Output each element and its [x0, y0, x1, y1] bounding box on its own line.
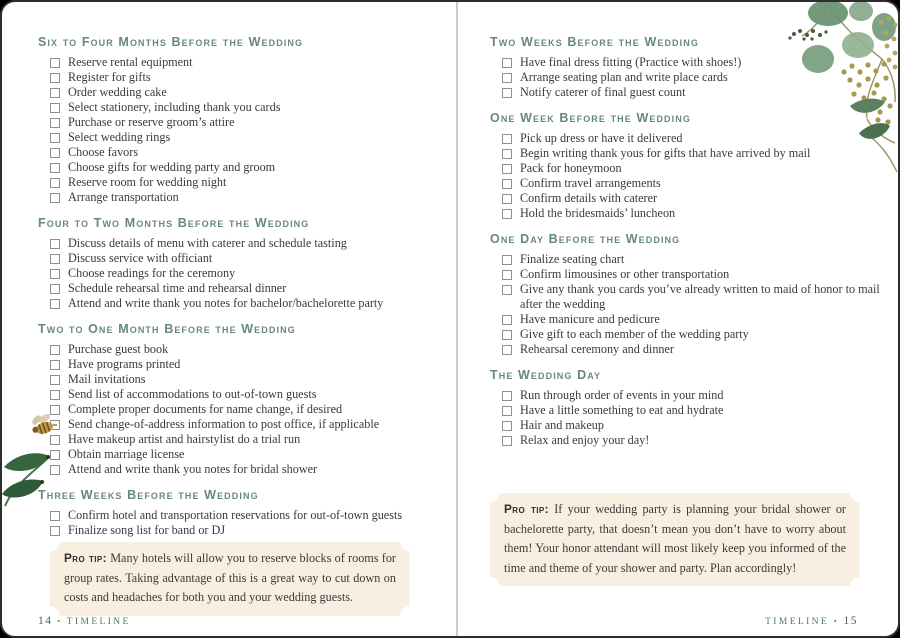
checklist-item: [38, 447, 434, 462]
checkbox[interactable]: [502, 73, 512, 83]
checklist-item: [38, 175, 434, 190]
checklist-item: [38, 523, 434, 538]
checklist-item: [38, 55, 434, 70]
checkbox[interactable]: [502, 134, 512, 144]
checklist-item-label: Have programs printed: [68, 357, 181, 371]
page-footer: [765, 615, 858, 627]
checklist-item-label: Schedule rehearsal time and rehearsal dinner: [68, 281, 287, 295]
footer-separator-dot: •: [57, 617, 63, 626]
section-heading: Six to Four Months Before the Wedding: [38, 35, 304, 49]
checklist-item: [490, 342, 888, 357]
checkbox[interactable]: [502, 315, 512, 325]
checklist-item-label: Send change-of-address information to post office, if applicable: [68, 417, 380, 431]
pro-tip-text: If your wedding party is planning your bridal shower or bachelorette party, that doesn’t mean you don’t have to worry about them! Your honor attendant will most likely keep you informed of the time and theme of your shower and party. Plan accordingly!: [504, 502, 846, 575]
checkbox[interactable]: [50, 375, 60, 385]
checklist: [38, 508, 434, 538]
checklist-item-label: Choose readings for the ceremony: [68, 266, 236, 280]
checklist-item: [490, 176, 888, 191]
checklist-item: [490, 206, 888, 221]
checkbox[interactable]: [50, 239, 60, 249]
checklist-item: [38, 236, 434, 251]
checklist-item: [38, 387, 434, 402]
checkbox[interactable]: [50, 58, 60, 68]
checkbox[interactable]: [50, 178, 60, 188]
checklist-item-label: Confirm hotel and transportation reservations for out-of-town guests: [68, 508, 403, 522]
checklist-item-label: Send list of accommodations to out-of-town guests: [68, 387, 317, 401]
checkbox[interactable]: [50, 88, 60, 98]
checklist: [38, 342, 434, 477]
checkbox[interactable]: [502, 270, 512, 280]
checkbox[interactable]: [50, 269, 60, 279]
checkbox[interactable]: [50, 511, 60, 521]
checklist-item-label: Arrange seating plan and write place cards: [520, 70, 728, 84]
green-leaves-icon: [2, 453, 50, 506]
checklist-section: [38, 323, 434, 477]
left-page-sections: [38, 36, 434, 538]
checklist-item: [490, 312, 888, 327]
checkbox[interactable]: [502, 255, 512, 265]
checklist-item-label: Pack for honeymoon: [520, 161, 622, 175]
checklist-item-label: Attend and write thank you notes for bachelor/bachelorette party: [68, 296, 384, 310]
checklist-item: [490, 403, 888, 418]
checkbox[interactable]: [502, 209, 512, 219]
checklist-item: [38, 462, 434, 477]
checkbox[interactable]: [50, 103, 60, 113]
checklist-item: [490, 252, 888, 267]
checklist-item-label: Relax and enjoy your day!: [520, 433, 650, 447]
checklist-item-label: Select wedding rings: [68, 130, 171, 144]
checkbox[interactable]: [502, 406, 512, 416]
checklist-item: [38, 508, 434, 523]
checklist-item-label: Finalize seating chart: [520, 252, 625, 266]
checklist-item: [38, 372, 434, 387]
bee-icon: [28, 409, 58, 437]
checklist-item: [38, 342, 434, 357]
checklist-item-label: Mail invitations: [68, 372, 146, 386]
checklist-item-label: Notify caterer of final guest count: [520, 85, 686, 99]
section-heading: Three Weeks Before the Wedding: [38, 488, 259, 502]
checklist-item: [38, 160, 434, 175]
checkbox[interactable]: [50, 254, 60, 264]
checklist-item: [38, 100, 434, 115]
checklist-section: [490, 233, 888, 357]
checklist-item-label: Give any thank you cards you’ve already written to maid of honor to mail after the wedding: [520, 282, 880, 311]
section-heading: One Week Before the Wedding: [490, 111, 691, 125]
checklist-item-label: Finalize song list for band or DJ: [68, 523, 226, 537]
pointed-leaves: [850, 99, 890, 139]
section-heading: Four to Two Months Before the Wedding: [38, 216, 310, 230]
checkbox[interactable]: [502, 421, 512, 431]
checklist-item-label: Run through order of events in your mind: [520, 388, 724, 402]
checklist-item: [38, 296, 434, 311]
checklist-item-label: Choose gifts for wedding party and groom: [68, 160, 276, 174]
checklist-item-label: Confirm limousines or other transportation: [520, 267, 730, 281]
checklist-item: [38, 402, 434, 417]
checklist-item-label: Complete proper documents for name change, if desired: [68, 402, 343, 416]
checkbox[interactable]: [502, 330, 512, 340]
checklist-item-label: Confirm travel arrangements: [520, 176, 661, 190]
running-head-label: TIMELINE: [765, 617, 830, 627]
checklist-item: [38, 266, 434, 281]
checkbox[interactable]: [502, 436, 512, 446]
pro-tip-text: Many hotels will allow you to reserve blocks of rooms for group rates. Taking advantage of this is a great way to cut down on costs and headaches for both you and your wedding guests.: [64, 551, 396, 604]
checklist-item: [38, 70, 434, 85]
checkbox[interactable]: [502, 164, 512, 174]
checklist-section: [38, 489, 434, 538]
checkbox[interactable]: [502, 179, 512, 189]
checkbox[interactable]: [502, 149, 512, 159]
checklist-item: [38, 85, 434, 100]
dark-seed-cluster: [788, 29, 827, 41]
checklist-item-label: Hold the bridesmaids’ luncheon: [520, 206, 676, 220]
checkbox[interactable]: [502, 285, 512, 295]
checklist-item: [490, 267, 888, 282]
checklist: [490, 388, 888, 448]
checkbox[interactable]: [50, 526, 60, 536]
checklist-item: [490, 191, 888, 206]
checklist-item-label: Register for gifts: [68, 70, 151, 84]
checklist-item-label: Purchase guest book: [68, 342, 169, 356]
checkbox[interactable]: [502, 194, 512, 204]
checklist-item: [38, 115, 434, 130]
pro-tip-label: Pro tip:: [504, 502, 549, 516]
checklist-item: [38, 145, 434, 160]
page-footer: [38, 615, 131, 627]
checkbox[interactable]: [50, 284, 60, 294]
checkbox[interactable]: [502, 345, 512, 355]
checkbox[interactable]: [50, 118, 60, 128]
checklist-item: [490, 418, 888, 433]
checklist-item-label: Purchase or reserve groom’s attire: [68, 115, 235, 129]
checklist-item-label: Give gift to each member of the wedding party: [520, 327, 749, 341]
checklist-item: [490, 327, 888, 342]
checklist-item: [38, 251, 434, 266]
checklist-item: [38, 190, 434, 205]
running-head-label: TIMELINE: [66, 617, 131, 627]
checklist-item-label: Have final dress fitting (Practice with shoes!): [520, 55, 742, 69]
checkbox[interactable]: [50, 193, 60, 203]
checklist-section: [490, 369, 888, 448]
section-heading: One Day Before the Wedding: [490, 232, 681, 246]
checkbox[interactable]: [50, 360, 60, 370]
checkbox[interactable]: [50, 390, 60, 400]
checkbox[interactable]: [50, 148, 60, 158]
checklist: [38, 55, 434, 205]
pro-tip-label: Pro tip:: [64, 551, 107, 565]
checklist: [38, 236, 434, 311]
checkbox[interactable]: [50, 73, 60, 83]
checklist-item-label: Select stationery, including thank you cards: [68, 100, 281, 114]
page-number: 14: [38, 615, 53, 627]
section-heading: Two Weeks Before the Wedding: [490, 35, 699, 49]
checkbox[interactable]: [50, 133, 60, 143]
section-heading: Two to One Month Before the Wedding: [38, 322, 296, 336]
checkbox[interactable]: [502, 391, 512, 401]
pro-tip-box: [490, 493, 860, 586]
checklist-item-label: Discuss details of menu with caterer and schedule tasting: [68, 236, 347, 250]
round-leaves: [802, 2, 896, 73]
checklist-item: [38, 130, 434, 145]
checklist-section: [38, 36, 434, 205]
checklist-item-label: Confirm details with caterer: [520, 191, 658, 205]
checkbox[interactable]: [50, 345, 60, 355]
checkbox[interactable]: [50, 163, 60, 173]
checkbox[interactable]: [502, 88, 512, 98]
checklist-item: [38, 281, 434, 296]
section-heading: The Wedding Day: [490, 368, 602, 382]
footer-separator-dot: •: [833, 617, 839, 626]
eucalyptus-greenery-icon: [782, 2, 898, 174]
page-number: 15: [843, 615, 858, 627]
checklist-section: [38, 217, 434, 311]
checklist-item: [38, 417, 434, 432]
checklist-item-label: Arrange transportation: [68, 190, 179, 204]
checklist-item-label: Obtain marriage license: [68, 447, 185, 461]
checklist-item-label: Have a little something to eat and hydrate: [520, 403, 724, 417]
checklist-item: [38, 357, 434, 372]
checklist-item-label: Choose favors: [68, 145, 139, 159]
checklist-item-label: Pick up dress or have it delivered: [520, 131, 683, 145]
checklist-item-label: Hair and makeup: [520, 418, 604, 432]
checklist-item-label: Begin writing thank yous for gifts that have arrived by mail: [520, 146, 811, 160]
checklist-item-label: Reserve rental equipment: [68, 55, 193, 69]
checklist-item: [490, 433, 888, 448]
checkbox[interactable]: [50, 299, 60, 309]
checklist-item-label: Have manicure and pedicure: [520, 312, 660, 326]
checklist-item-label: Order wedding cake: [68, 85, 167, 99]
bee-and-leaves-illustration: [2, 403, 64, 511]
checklist-item-label: Have makeup artist and hairstylist do a trial run: [68, 432, 301, 446]
checklist-item-label: Reserve room for wedding night: [68, 175, 227, 189]
checklist-item-label: Attend and write thank you notes for bridal shower: [68, 462, 318, 476]
checklist: [490, 252, 888, 357]
checklist-item: [490, 388, 888, 403]
checkbox[interactable]: [502, 58, 512, 68]
checklist-item: [38, 432, 434, 447]
checklist-item: [490, 282, 888, 312]
checklist-item-label: Discuss service with officiant: [68, 251, 213, 265]
left-page: [2, 2, 456, 638]
pro-tip-box: [50, 542, 410, 616]
checklist-item-label: Rehearsal ceremony and dinner: [520, 342, 674, 356]
